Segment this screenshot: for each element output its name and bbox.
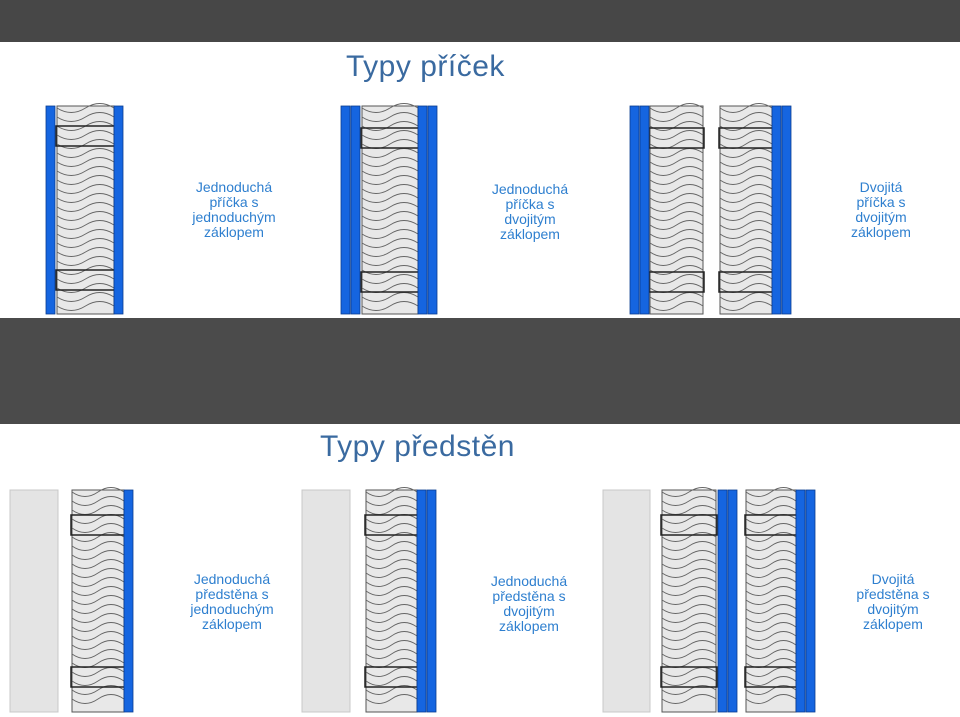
prewall1-board	[124, 490, 133, 712]
prewall2-insulation	[366, 490, 417, 712]
partition2-board-right-inner	[418, 106, 427, 314]
partition2-board-left-inner	[351, 106, 360, 314]
partition3-board-left-inner	[640, 106, 649, 314]
prewall3-insulation-right	[746, 490, 796, 712]
prewall3-masonry	[603, 490, 650, 712]
prewall1-insulation	[72, 490, 124, 712]
prewall3-board-mid-left	[718, 490, 727, 712]
partition2-board-right-outer	[428, 106, 437, 314]
prewall3-board-mid-right	[728, 490, 737, 712]
prewall2-board-inner	[417, 490, 426, 712]
prewalls-title: Typy předstěn	[320, 430, 515, 463]
partitions-title: Typy příček	[346, 50, 505, 83]
prewall2-board-outer	[427, 490, 436, 712]
partition-label-1: Jednoduchá příčka s jednoduchým záklopem	[192, 179, 276, 240]
partition-label-3: Dvojitá příčka s dvojitým záklopem	[851, 179, 911, 240]
partition1-board-left	[46, 106, 55, 314]
partition3-board-left-outer	[630, 106, 639, 314]
prewall3-board-inner	[796, 490, 805, 712]
prewall-label-3: Dvojitá předstěna s dvojitým záklopem	[856, 571, 930, 632]
partition2-board-left-outer	[341, 106, 350, 314]
prewall3-board-outer	[806, 490, 815, 712]
partition1-board-right	[114, 106, 123, 314]
partition3-board-right-inner	[772, 106, 781, 314]
prewall2-masonry	[302, 490, 350, 712]
partition3-board-right-outer	[782, 106, 791, 314]
partition-label-2: Jednoduchá příčka s dvojitým záklopem	[491, 181, 569, 242]
prewall1-masonry	[10, 490, 58, 712]
prewall-label-1: Jednoduchá předstěna s jednoduchým záklopem	[190, 571, 274, 632]
prewall3-insulation-left	[662, 490, 716, 712]
prewall-label-2: Jednoduchá předstěna s dvojitým záklopem	[490, 573, 568, 634]
